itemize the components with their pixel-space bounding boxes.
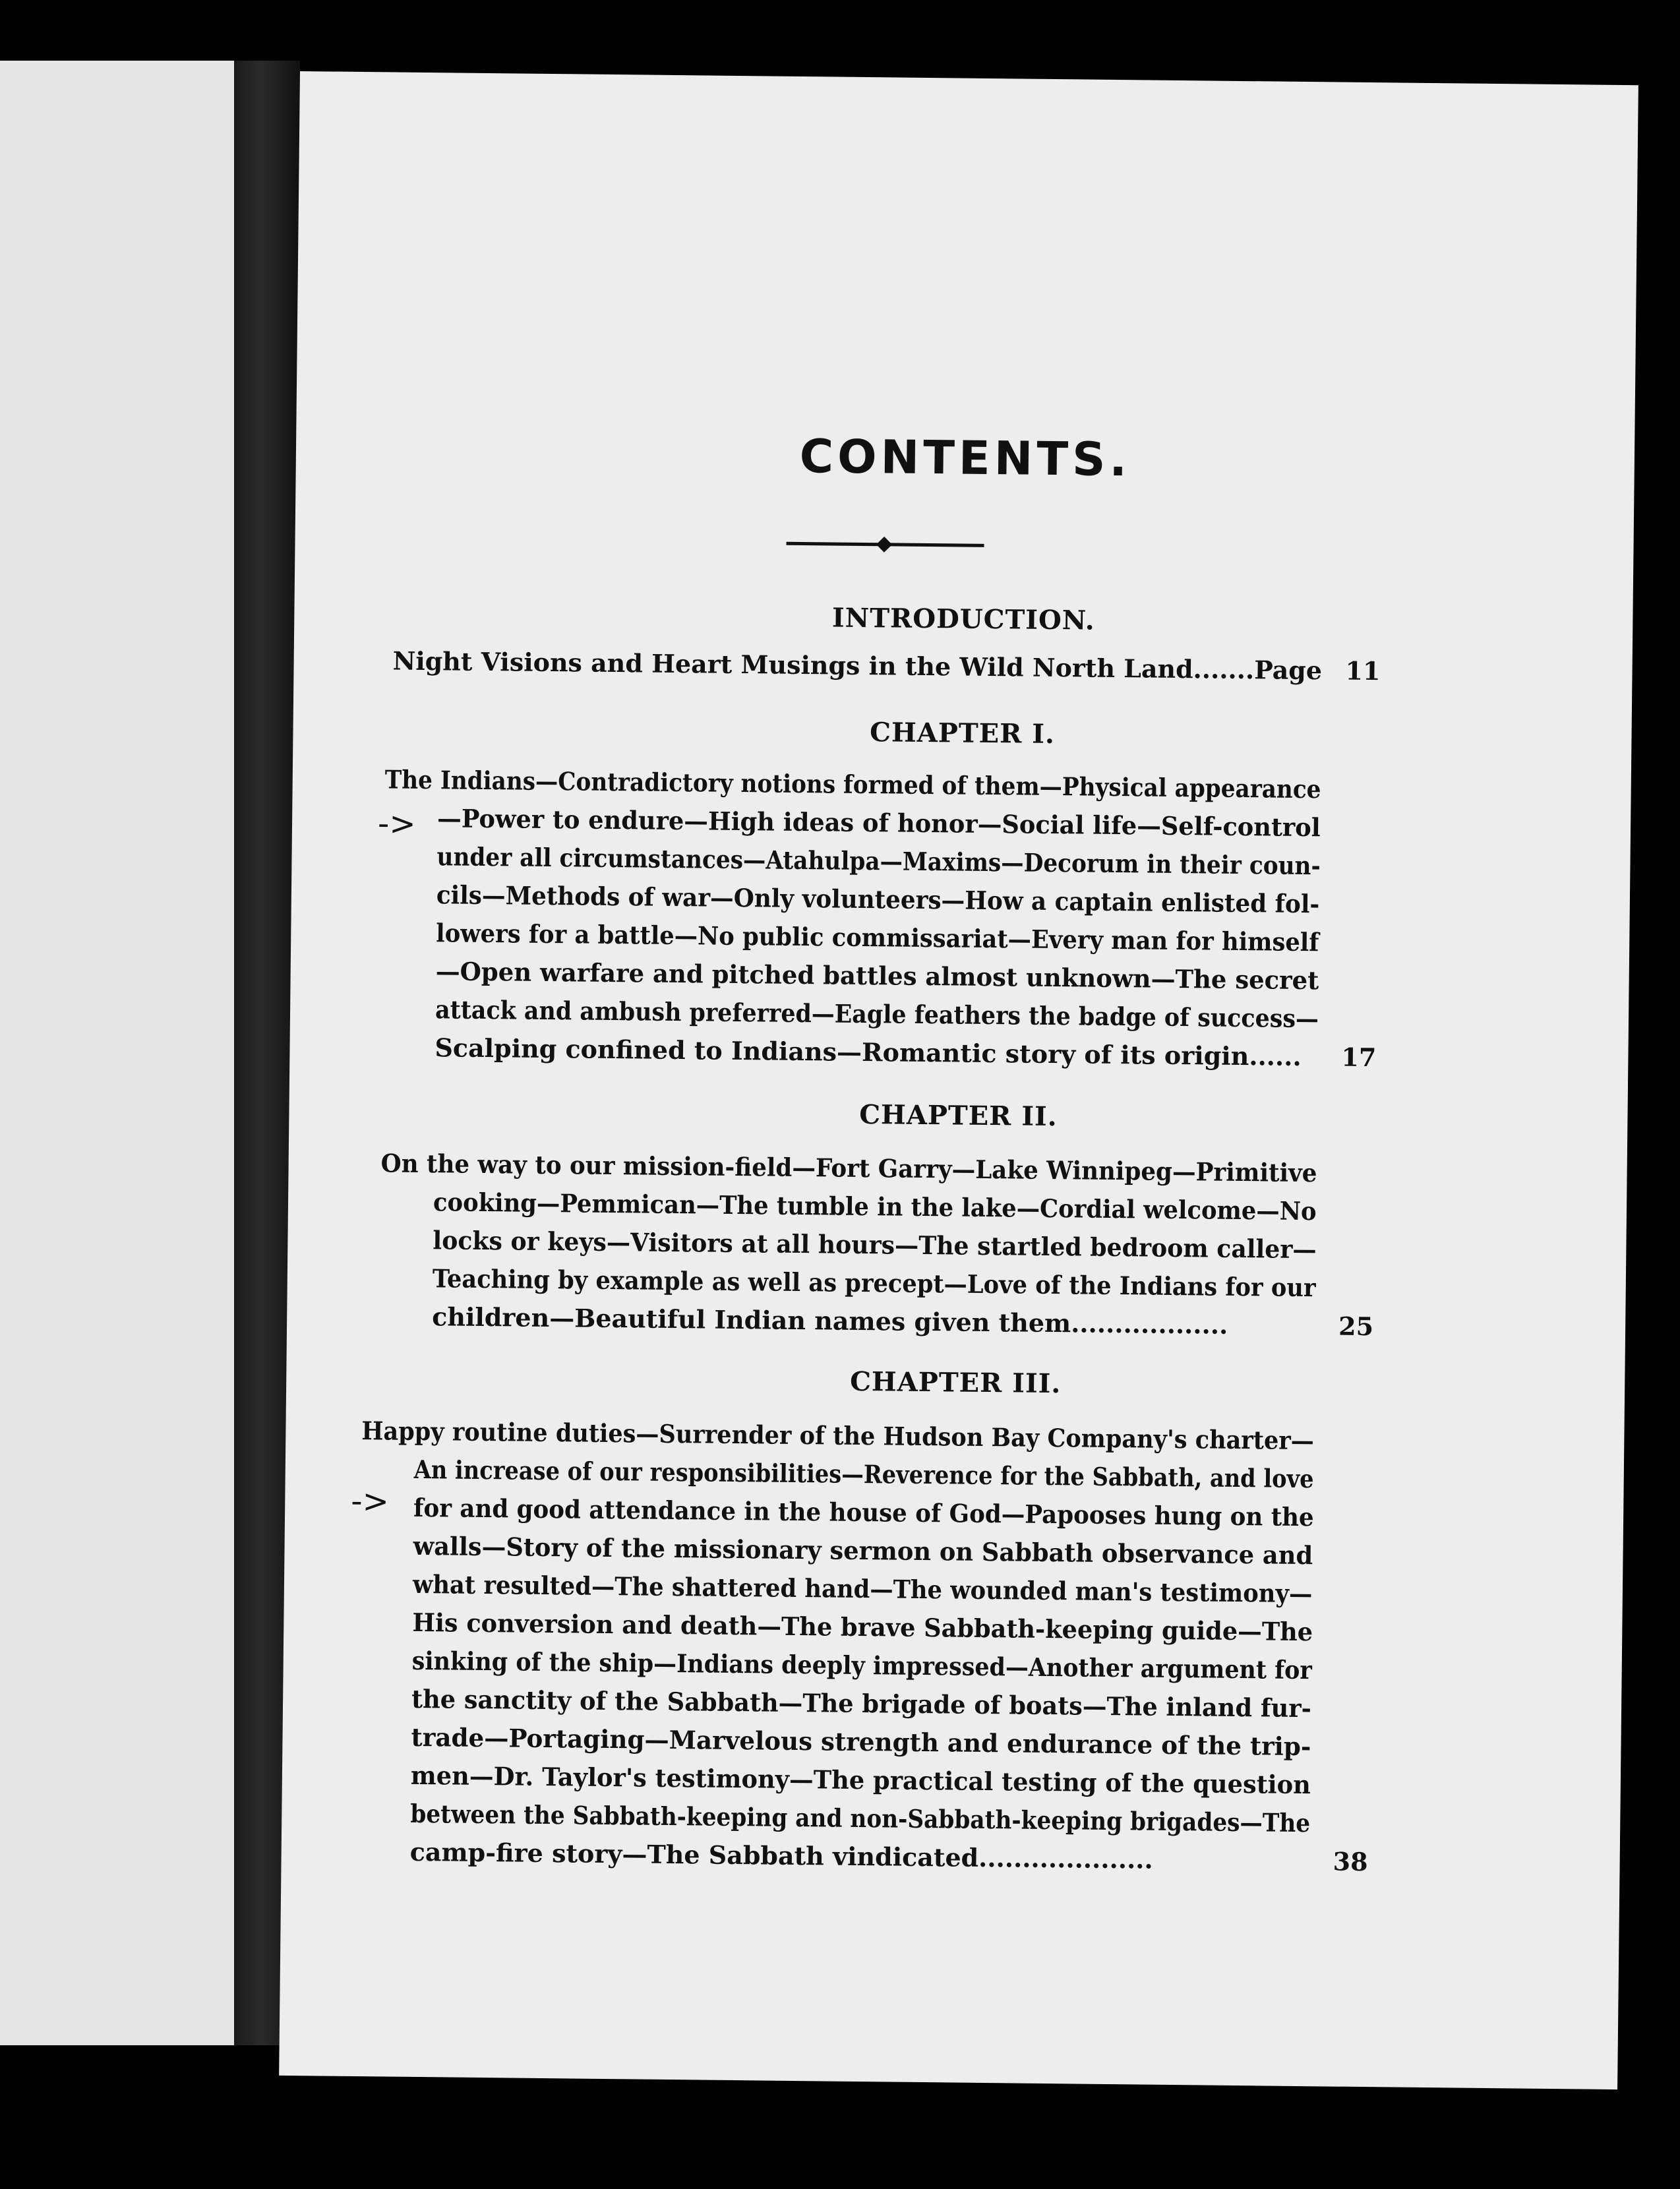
chapter-page: 17 <box>1341 1042 1377 1073</box>
toc-line: between the Sabbath-keeping and non-Sabbath-keeping brigades—The <box>410 1798 1311 1838</box>
toc-line: An increase of our responsibilities—Reverence for the Sabbath, and love <box>413 1454 1314 1494</box>
toc-line: camp-fire story—The Sabbath vindicated.................... <box>409 1836 1154 1874</box>
contents-page <box>279 71 1638 2089</box>
toc-line: His conversion and death—The brave Sabbath-keeping guide—The <box>412 1607 1313 1647</box>
toc-line: men—Dr. Taylor's testimony—The practical testing of the question <box>410 1760 1311 1800</box>
facing-page <box>0 61 234 2045</box>
toc-line: what resulted—The shattered hand—The wounded man's testimony— <box>412 1569 1313 1609</box>
margin-arrow-mark: -> <box>377 805 416 843</box>
toc-line: for and good attendance in the house of God—Papooses hung on the <box>413 1492 1314 1532</box>
toc-line: Teaching by example as well as precept—Love of the Indians for our <box>432 1263 1316 1303</box>
toc-line: Scalping confined to Indians—Romantic story of its origin...... <box>435 1033 1302 1071</box>
toc-line: children—Beautiful Indian names given them.................. <box>431 1302 1228 1340</box>
chapter-page: 38 <box>1333 1846 1368 1877</box>
chapter-heading: CHAPTER III. <box>849 1365 1062 1400</box>
chapter-heading: CHAPTER II. <box>858 1098 1058 1133</box>
toc-line: The Indians—Contradictory notions formed of them—Physical appearance <box>384 764 1321 804</box>
page-title: CONTENTS. <box>799 429 1131 487</box>
toc-line: attack and ambush preferred—Eagle feathers the badge of success— <box>435 994 1319 1034</box>
toc-line: cils—Methods of war—Only volunteers—How a captain enlisted fol- <box>436 880 1320 919</box>
toc-line: cooking—Pemmican—The tumble in the lake—Cordial welcome—No <box>433 1187 1317 1226</box>
toc-line: the sanctity of the Sabbath—The brigade of boats—The inland fur- <box>411 1683 1312 1724</box>
toc-line: lowers for a battle—No public commissariat—Every man for himself <box>436 918 1319 957</box>
toc-line: —Power to endure—High ideas of honor—Social life—Self-control <box>436 803 1321 843</box>
chapter-heading: CHAPTER I. <box>869 717 1056 750</box>
introduction-page: 11 <box>1345 655 1381 686</box>
margin-arrow-mark: -> <box>350 1482 390 1520</box>
toc-line: walls—Story of the missionary sermon on Sabbath observance and <box>413 1530 1313 1571</box>
toc-line: Happy routine duties—Surrender of the Hudson Bay Company's charter— <box>361 1416 1315 1456</box>
toc-line: locks or keys—Visitors at all hours—The startled bedroom caller— <box>433 1225 1317 1265</box>
toc-line: —Open warfare and pitched battles almost unknown—The secret <box>435 956 1319 996</box>
introduction-line: Night Visions and Heart Musings in the Wild North Land.......Page <box>392 645 1323 686</box>
toc-line: sinking of the ship—Indians deeply impressed—Another argument for <box>411 1645 1313 1685</box>
toc-line: On the way to our mission-field—Fort Garry—Lake Winnipeg—Primitive <box>380 1148 1317 1188</box>
rule-ornament <box>876 537 892 553</box>
toc-line: under all circumstances—Atahulpa—Maxims—Decorum in their coun- <box>436 841 1321 881</box>
toc-line: trade—Portaging—Marvelous strength and endurance of the trip- <box>411 1722 1311 1762</box>
chapter-page: 25 <box>1338 1311 1374 1342</box>
introduction-heading: INTRODUCTION. <box>831 602 1095 636</box>
